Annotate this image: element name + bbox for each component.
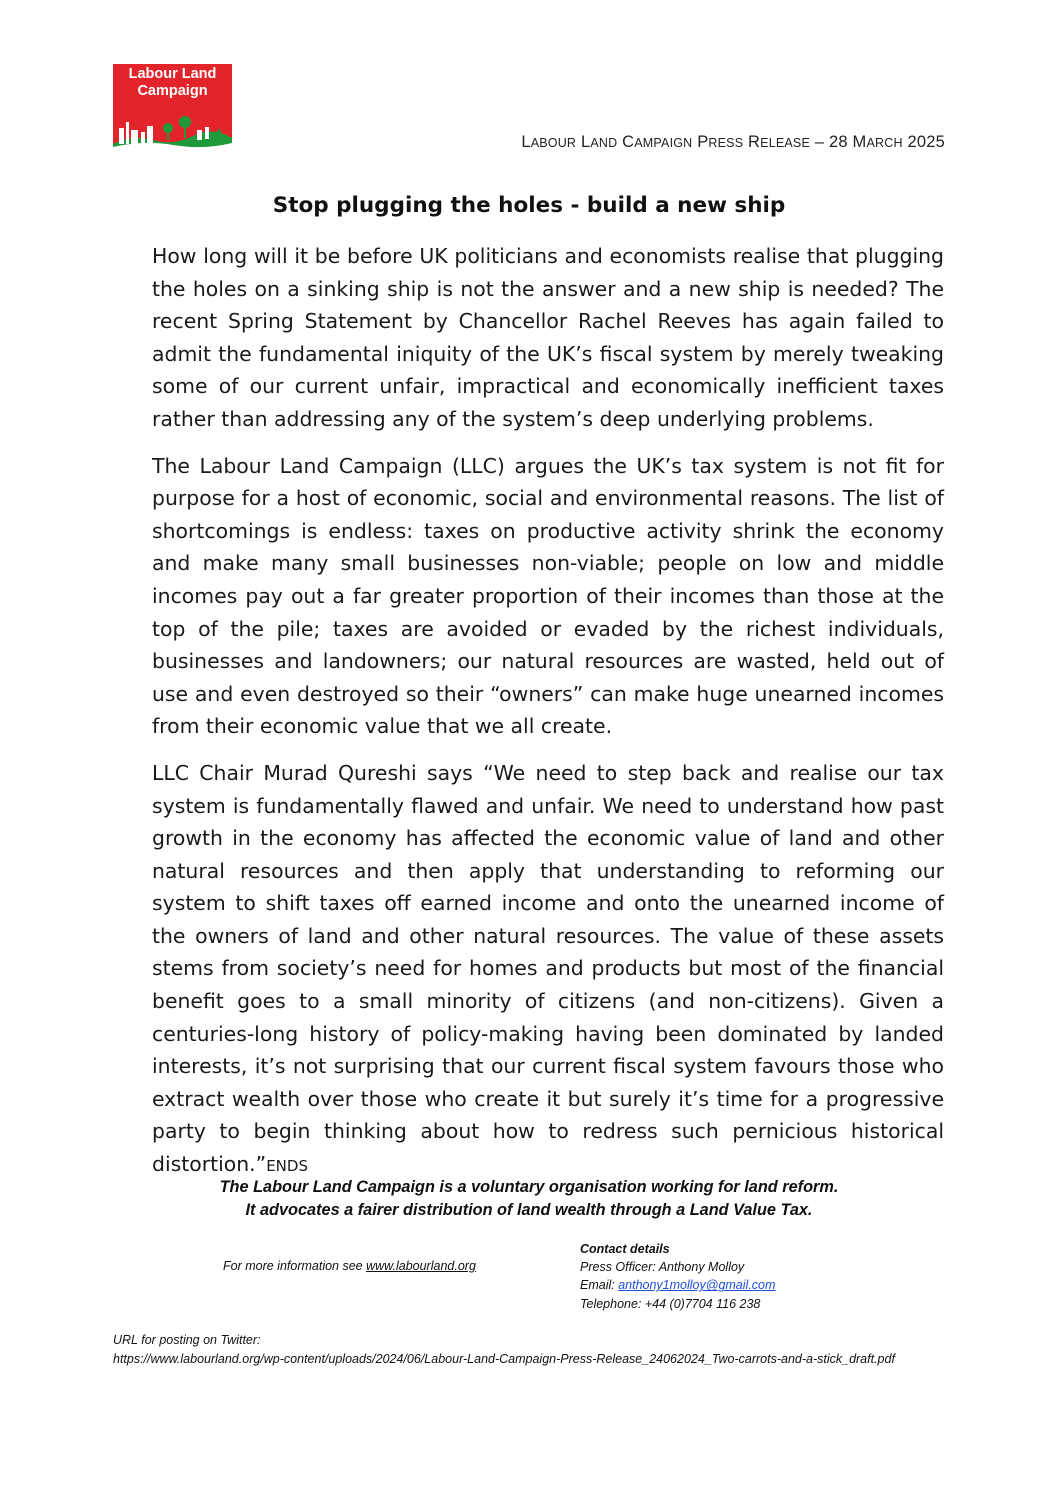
email-link[interactable]: anthony1molloy@gmail.com <box>618 1278 776 1293</box>
twitter-url: https://www.labourland.org/wp-content/uploads/2024/06/Labour-Land-Campaign-Press-Release_24062024_Two-carrots-and-a-stick_draft.pdf <box>113 1352 895 1366</box>
telephone: Telephone: +44 (0)7704 116 238 <box>580 1296 761 1311</box>
press-release-body <box>152 240 944 1197</box>
paragraph: The Labour Land Campaign (LLC) argues the UK’s tax system is not fit for purpose for a host of economic, social and environmental reasons. The list of shortcomings is endless: taxes on productive activity shrink the economy and make many small businesses non-viable; people on low and middle incomes pay out a far greater proportion of their incomes than those at the top of the pile; taxes are avoided or evaded by the richest individuals, businesses and landowners; our natural resources are wasted, held out of use and even destroyed so their “owners” can make huge unearned incomes from their economic value that we all create. <box>152 453 944 739</box>
page-title: Stop plugging the holes - build a new ship <box>272 193 786 218</box>
labour-land-campaign-logo <box>113 64 232 150</box>
website-link[interactable]: www.labourland.org <box>366 1259 476 1273</box>
email-line: Email: anthony1molloy@gmail.com <box>580 1278 776 1293</box>
logo-skyline-icon <box>113 114 232 150</box>
contact-details <box>580 1240 775 1313</box>
organisation-tagline: The Labour Land Campaign is a voluntary organisation working for land reform. It advocates a fairer distribution of land wealth through a Land Value Tax. <box>219 1178 839 1219</box>
ends-marker: ENDS <box>266 1157 308 1176</box>
paragraph: LLC Chair Murad Qureshi says “We need to step back and realise our tax system is fundamentally flawed and unfair. We need to understand how past growth in the economy has affected the economic value of land and other natural resources and then apply that understanding to reforming our system to shift taxes off earned income and onto the unearned income of the owners of land and other natural resources. The value of these assets stems from society’s need for homes and products but most of the financial benefit goes to a small minority of citizens (and non-citizens). Given a centuries-long history of policy-making having been dominated by landed interests, it’s not surprising that our current fiscal system favours those who extract wealth over those who create it but surely it’s time for a progressive party to begin thinking about how to redress such pernicious historical distortion.”ENDS <box>152 760 944 1177</box>
press-release-header: LABOUR LAND CAMPAIGN PRESS RELEASE – 28 MARCH 2025 <box>521 133 945 151</box>
contact-heading: Contact details <box>580 1242 670 1256</box>
press-officer: Press Officer: Anthony Molloy <box>580 1260 745 1275</box>
paragraph: How long will it be before UK politicians and economists realise that plugging the holes on a sinking ship is not the answer and a new ship is needed? The recent Spring Statement by Chancellor Rachel Reeves has again failed to admit the fundamental iniquity of the UK’s fiscal system by merely tweaking some of our current unfair, impractical and economically inefficient taxes rather than addressing any of the system’s deep underlying problems. <box>152 244 944 431</box>
twitter-label: URL for posting on Twitter: <box>113 1333 261 1347</box>
twitter-url-block <box>113 1331 895 1369</box>
logo-text: Labour Land Campaign <box>128 66 217 99</box>
more-info: For more information see www.labourland.org <box>223 1259 476 1273</box>
